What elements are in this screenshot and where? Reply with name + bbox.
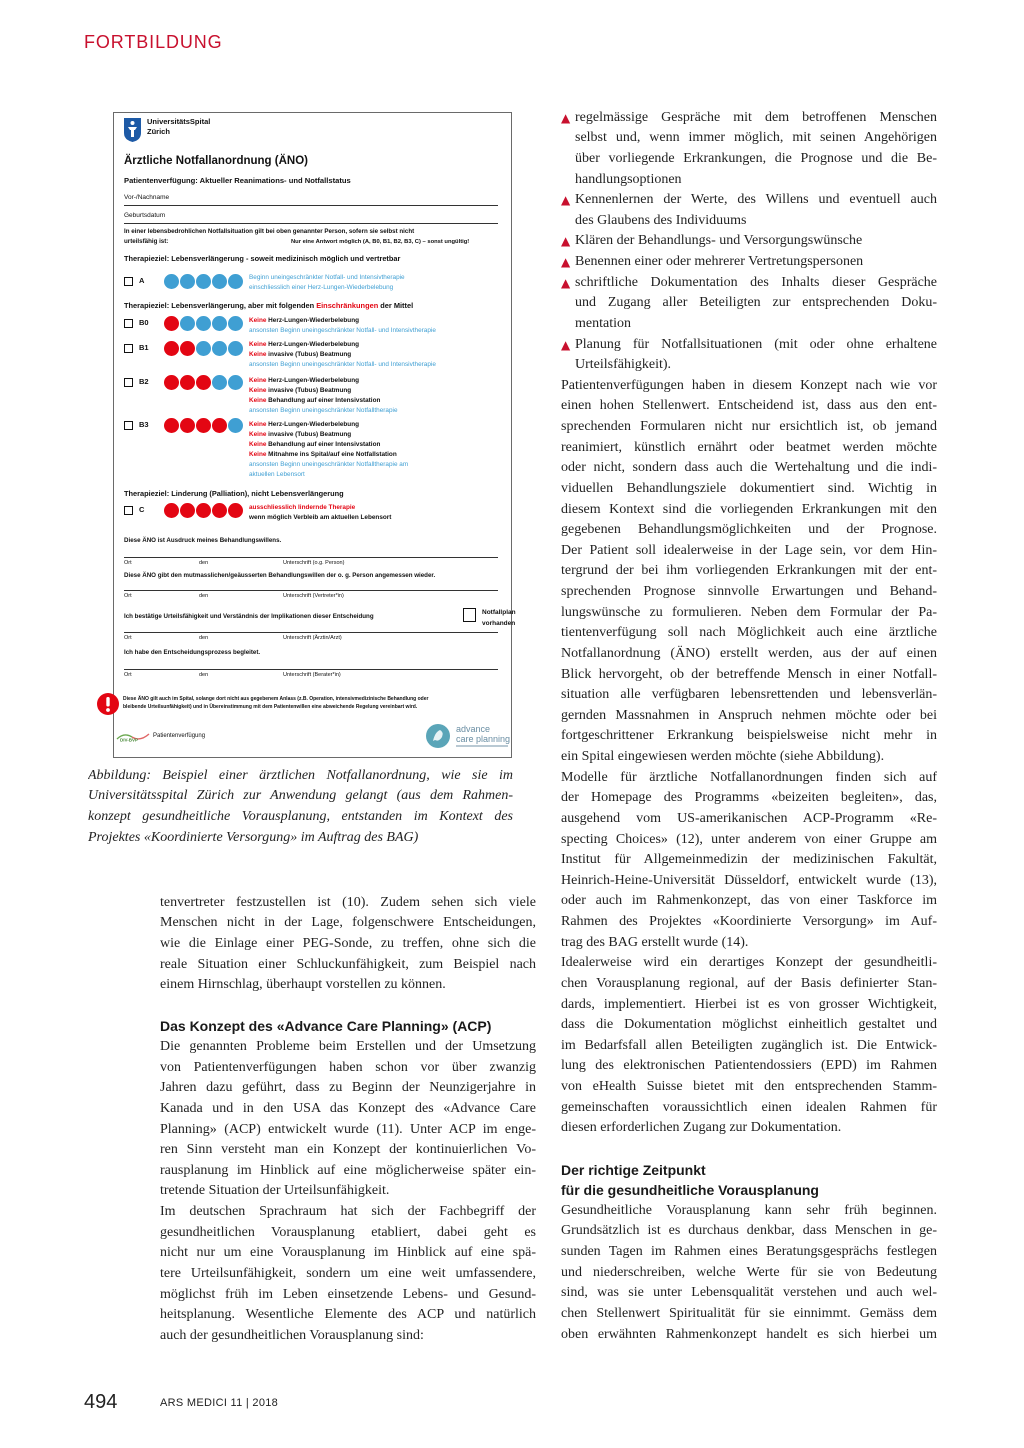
- option-checkbox: [124, 506, 133, 515]
- text-line: Grundsätzlich ist es durchaus denkbar, dass Menschen in ge-: [561, 1223, 937, 1239]
- option-dot-teal: [212, 316, 227, 331]
- option-dot-red: [228, 503, 243, 518]
- text-line: Im deutschen Sprachraum hat sich der Fachbegriff der: [160, 1204, 536, 1220]
- option-keine-label: Keine: [249, 387, 267, 394]
- section-heading: [160, 1016, 536, 1037]
- bullet-text: selbst und, wenn immer möglich, mit seinen Angehörigen: [575, 130, 937, 146]
- option-dot-teal: [196, 341, 211, 356]
- section-heading-line: Das Konzept des «Advance Care Planning» (ACP): [160, 1018, 492, 1035]
- signature-name-label: Unterschrift (o.g. Person): [283, 560, 345, 566]
- option-description-text: Mitnahme ins Spital/auf eine Notfallstation: [266, 451, 397, 458]
- caption-line: konzept gesundheitliche Vorausplanung, entstanden im Kontext des: [88, 808, 513, 824]
- text-line: reanimiert, künstlich ernährt oder beatmet werden möchte: [561, 439, 937, 455]
- page-number: 494: [84, 1391, 118, 1413]
- text-line: von eHealth Suisse bietet mit den entsprechenden Stamm-: [561, 1079, 937, 1095]
- goal-heading-prolongation: Therapieziel: Lebensverlängerung - soweit medizinisch möglich und vertretbar: [124, 254, 401, 263]
- name-field-line: [124, 205, 498, 206]
- bullet-text: Benennen einer oder mehrerer Vertretungspersonen: [575, 254, 864, 270]
- option-description-text: ansonsten Beginn uneingeschränkter Notfall- und Intensivtherapie: [249, 327, 436, 334]
- option-checkbox: [124, 277, 133, 286]
- bullet-line: [561, 335, 937, 356]
- text-line: sprechenden Formularen nicht nur ersichtlich ist, ob jemand: [561, 419, 937, 435]
- signature-date-label: den: [199, 560, 209, 566]
- option-description-text: Herz-Lungen-Wiederbelebung: [266, 317, 360, 324]
- option-description-line: [249, 503, 391, 513]
- acp-logo-fine-print: [456, 745, 508, 747]
- option-description-line: [249, 386, 398, 396]
- signature-line: [124, 669, 498, 670]
- text-line: gemeinschaften voraussichtlich einen idealen Rahmen für: [561, 1099, 937, 1115]
- bullet-line: [561, 170, 937, 191]
- bullet-text: Kennenlernen der Werte, des Willens und eventuell auch: [575, 192, 937, 208]
- option-dot-red: [180, 503, 195, 518]
- option-checkbox: [124, 421, 133, 430]
- option-dot-teal: [164, 274, 179, 289]
- option-description-line: [249, 440, 408, 450]
- text-line: einen hohen Stellenwert. Entscheidend ist, dass aus den ent-: [561, 398, 937, 414]
- option-code: B1: [139, 343, 149, 352]
- text-line: oder auch im Rahmenkonzept, das von einer Taskforce im: [561, 893, 937, 909]
- form-footer-label: Patientenverfügung: [153, 733, 206, 739]
- option-dot-red: [164, 341, 179, 356]
- option-description-line: [249, 360, 436, 370]
- option-dot-red: [164, 503, 179, 518]
- option-keine-label: Keine: [249, 397, 267, 404]
- text-line: sunden Tagen im Rahmen eines Beratungsgesprächs festlegen: [561, 1244, 937, 1260]
- text-line: trag des BAG erstellt wurde (14).: [561, 934, 749, 950]
- option-dot-teal: [212, 375, 227, 390]
- bullet-text: regelmässige Gespräche mit dem betroffenen Menschen: [575, 109, 937, 125]
- option-code: C: [139, 505, 145, 514]
- name-field-label: Vor-/Nachname: [124, 194, 170, 201]
- bullet-text: über vorliegende Erkrankungen, die Prognose und die Be-: [575, 150, 937, 166]
- text-line: einem Hirnschlag, überhaupt vorstellen zu können.: [160, 977, 446, 993]
- text-line: specting Choices» (12), unter anderem von einer Gruppe am: [561, 831, 937, 847]
- bullet-line: [561, 293, 937, 314]
- text-line: gernden Massnahmen in Anspruch nehmen möchte oder bei: [561, 707, 937, 723]
- section-heading-line: für die gesundheitliche Vorausplanung: [561, 1182, 819, 1199]
- bullet-item: [561, 273, 937, 335]
- bullet-line: [561, 231, 937, 252]
- option-keine-label: Keine: [249, 421, 267, 428]
- option-dot-red: [196, 375, 211, 390]
- signature-statement: Diese ÄNO ist Ausdruck meines Behandlungswillens.: [124, 537, 282, 544]
- goal-heading-restricted: [124, 301, 413, 311]
- bullet-triangle-icon: ▲: [561, 110, 571, 125]
- text-line: diesen erforderlichen Zugang zur Dokumentation.: [561, 1120, 842, 1136]
- text-line: im Bedarfsfall allen Beteiligten zugänglich ist. Die Entwick-: [561, 1037, 937, 1053]
- option-description-text: ansonsten Beginn uneingeschränkter Notfall- und Intensivtherapie: [249, 361, 436, 368]
- text-line: Menschen nicht in der Lage, folgenschwere Entscheidungen,: [160, 915, 536, 931]
- text-line: möglichst früh im Leben einsetzende Lebens- und Gesund-: [160, 1286, 536, 1302]
- option-checkbox: [124, 344, 133, 353]
- text-line: oder nicht, sondern dass auch die Wertehaltung und die indi-: [561, 460, 937, 476]
- option-dot-teal: [196, 274, 211, 289]
- bullet-text: des Glaubens des Individuums: [575, 212, 747, 228]
- goal-heading-palliation: Therapieziel: Linderung (Palliation), nicht Lebensverlängerung: [124, 489, 344, 498]
- text-line: gegebenen Behandlungsmöglichkeiten und der Prognose.: [561, 522, 937, 538]
- signature-line: [124, 557, 498, 558]
- option-dot-red: [196, 418, 211, 433]
- text-line: Notfallanordnung (ÄNO) erstellt werden, aus der auf einen: [561, 645, 937, 661]
- signature-place-label: Ort: [124, 593, 132, 599]
- text-line: tergrund der bei ihm vorliegenden Erkrankungen mit der ent-: [561, 563, 937, 579]
- text-line: diesem Kontext sind die vorliegenden Erkrankungen mit den: [561, 501, 937, 517]
- journal-issue: ARS MEDICI 11 | 2018: [160, 1397, 279, 1409]
- bullet-text: Planung für Notfallsituationen (mit oder ohne erhaltene: [575, 336, 937, 352]
- text-line: nicht nur um eine Vorausplanung im Hinblick auf eine spä-: [160, 1245, 536, 1261]
- form-intro-line: In einer lebensbedrohlichen Notfallsituation gilt bei oben genannter Person, sofern sie selbst nicht: [124, 228, 415, 235]
- option-code: B0: [139, 318, 149, 327]
- option-dot-teal: [196, 316, 211, 331]
- bullet-text: schriftliche Dokumentation des Inhalts dieser Gespräche: [575, 274, 937, 290]
- option-dot-teal: [212, 274, 227, 289]
- option-checkbox: [124, 319, 133, 328]
- form-figure: [113, 112, 516, 758]
- option-description-text: aktuellen Lebensort: [249, 471, 305, 478]
- signature-date-label: den: [199, 635, 209, 641]
- bullet-text: Klären der Behandlungs- und Versorgungswünsche: [575, 233, 863, 249]
- text-line: Modelle für ärztliche Notfallanordnungen finden sich auf: [561, 769, 937, 785]
- option-description: [249, 316, 436, 336]
- bullet-item: [561, 190, 937, 231]
- signature-line: [124, 632, 498, 633]
- option-description-line: [249, 513, 391, 523]
- option-description-text: Beginn uneingeschränkter Notfall- und Intensivtherapie: [249, 274, 405, 281]
- goal-text: der Mittel: [378, 301, 414, 310]
- text-line: Idealerweise wird ein derartiges Konzept der gesundheitli-: [561, 955, 937, 971]
- option-dot-red: [212, 503, 227, 518]
- paragraph: [561, 1201, 937, 1345]
- warning-icon: [97, 693, 119, 715]
- signature-place-label: Ort: [124, 672, 132, 678]
- text-line: Rahmen des Projektes «Koordinierte Versorgung» im Auf-: [561, 914, 937, 930]
- hospital-name-line: UniversitätsSpital: [147, 117, 211, 126]
- option-description-text: ansonsten Beginn uneingeschränkter Notfalltherapie: [249, 407, 398, 414]
- paragraph: [160, 1202, 536, 1346]
- option-description-line: [249, 350, 436, 360]
- signature-statement: Ich bestätige Urteilsfähigkeit und Verständnis der Implikationen dieser Entscheidung: [124, 613, 374, 620]
- university-logo: [124, 118, 141, 142]
- option-description-line: [249, 326, 436, 336]
- option-description-text: invasive (Tubus) Beatmung: [266, 387, 352, 394]
- option-description-line: [249, 396, 398, 406]
- text-line: und niederschreiben, welche Werte für sie von Bedeutung: [561, 1264, 937, 1280]
- text-line: Patientenverfügungen haben in diesem Konzept nach wie vor: [561, 377, 937, 393]
- text-line: fortgeschrittener Erkrankung beispielsweise nicht mehr in: [561, 728, 937, 744]
- option-dot-red: [212, 418, 227, 433]
- bullet-text: Urteilsfähigkeit).: [575, 357, 672, 373]
- text-line: lung des elektronischen Patientendossiers (EPD) im Rahmen: [561, 1058, 937, 1074]
- right-column: [561, 108, 937, 1346]
- signature-name-label: Unterschrift (Vertreter*in): [283, 593, 344, 599]
- option-dot-red: [164, 418, 179, 433]
- acp-logo-line: care planning: [456, 734, 511, 744]
- bullet-text: handlungsoptionen: [575, 171, 682, 187]
- text-line: Blick hervorgeht, ob der betreffende Mensch in einer Notfall-: [561, 666, 937, 682]
- text-line: Die genannten Probleme beim Erstellen und der Umsetzung: [160, 1039, 536, 1055]
- option-description: [249, 420, 408, 480]
- text-line: auch der gesundheitlichen Vorausplanung sind:: [160, 1327, 424, 1343]
- text-line: oben erwähnten Rahmenkonzept handelt es sich hierbei um: [561, 1326, 937, 1342]
- bullet-list: [561, 108, 937, 376]
- text-line: gesundheitlichen Vorausplanung etabliert, dabei geht es: [160, 1224, 536, 1240]
- emergency-plan-label-line: vorhanden: [482, 620, 516, 627]
- paragraph: [561, 376, 937, 768]
- signature-date-label: den: [199, 672, 209, 678]
- text-line: Planning» (ACP) entwickelt wurde (11). Unter ACP im enge-: [160, 1121, 536, 1137]
- section-header: FORTBILDUNG: [84, 32, 223, 52]
- bullet-text: mentation: [575, 315, 631, 331]
- option-description-text: wenn möglich Verbleib am aktuellen Lebensort: [249, 514, 392, 521]
- option-dot-red: [180, 418, 195, 433]
- option-dot-teal: [228, 341, 243, 356]
- div-bvp-logo: [116, 730, 150, 742]
- paragraph: [160, 1037, 536, 1202]
- bullet-triangle-icon: ▲: [561, 234, 571, 249]
- birthdate-field-label: Geburtsdatum: [124, 212, 166, 219]
- signature-statement: Ich habe den Entscheidungsprozess begleitet.: [124, 649, 261, 656]
- option-description: [249, 376, 398, 416]
- option-description-text: invasive (Tubus) Beatmung: [266, 351, 352, 358]
- text-line: reale Situation einer Schluckunfähigkeit, zum Beispiel nach: [160, 956, 536, 972]
- signature-line: [124, 590, 498, 591]
- text-line: tenvertreter festzustellen ist (10). Zudem sehen sich viele: [160, 894, 536, 910]
- form-subtitle: Patientenverfügung: Aktueller Reanimations- und Notfallstatus: [124, 176, 351, 185]
- option-description: [249, 273, 405, 293]
- text-line: chen Vorausplanung regional, auf der Basis definierter Stan-: [561, 975, 937, 991]
- option-code: B3: [139, 420, 149, 429]
- acp-logo-icon: [426, 724, 450, 748]
- option-description-line: [249, 376, 398, 386]
- text-line: sind, was sie unter Lebensqualität verstehen und auch wel-: [561, 1285, 937, 1301]
- left-column: [160, 893, 536, 1347]
- section-heading-line: Der richtige Zeitpunkt: [561, 1161, 706, 1178]
- option-keine-label: Keine: [249, 441, 267, 448]
- goal-emphasis: Einschränkungen: [316, 301, 379, 310]
- paragraph: [561, 953, 937, 1139]
- option-description: [249, 340, 436, 370]
- form-intro-note: Nur eine Antwort möglich (A, B0, B1, B2, B3, C) – sonst ungültig!: [291, 239, 470, 245]
- text-line: von Patientenverfügungen haben schon vor über zwanzig: [160, 1059, 536, 1075]
- signature-statement: Diese ÄNO gibt den mutmasslichen/geäusserten Behandlungswillen der o. g. Person angemessen wieder.: [124, 572, 436, 579]
- hospital-name-line: Zürich: [147, 127, 170, 136]
- bullet-line: [561, 190, 937, 211]
- option-description-line: [249, 273, 405, 283]
- signature-name-label: Unterschrift (Berater*in): [283, 672, 341, 678]
- text-line: viduellen Behandlungsziele dokumentiert sind. Wichtig in: [561, 480, 937, 496]
- bullet-line: [561, 128, 937, 149]
- bullet-item: [561, 252, 937, 273]
- hospital-name: [147, 117, 210, 137]
- bullet-line: [561, 273, 937, 294]
- bullet-line: [561, 252, 937, 273]
- bullet-line: [561, 211, 937, 232]
- text-line: ausgehend vom US-amerikanischen ACP-Programm «Re-: [561, 810, 937, 826]
- goal-text: Therapieziel: Lebensverlängerung, aber mit folgenden: [124, 301, 317, 310]
- option-description-line: [249, 316, 436, 326]
- option-dot-teal: [228, 418, 243, 433]
- option-keine-label: Keine: [249, 317, 267, 324]
- option-description-text: invasive (Tubus) Beatmung: [266, 431, 352, 438]
- option-description-line: [249, 283, 405, 293]
- option-description-text: ausschliesslich lindernde Therapie: [249, 504, 356, 511]
- emergency-plan-label: [482, 607, 516, 629]
- bullet-line: [561, 314, 937, 335]
- option-dot-red: [180, 341, 195, 356]
- text-line: tere Urteilsunfähigkeit, sondern um eine weit umfassendere,: [160, 1265, 536, 1281]
- text-line: Kanada und in den USA das Konzept des «Advance Care: [160, 1100, 536, 1116]
- bullet-line: [561, 108, 937, 129]
- text-line: dass die Dokumentation möglichst einheitlich gestaltet und: [561, 1017, 937, 1033]
- text-line: Heinrich-Heine-Universität Düsseldorf, entwickelt wurde (13),: [561, 872, 937, 888]
- birthdate-field-line: [124, 223, 498, 224]
- option-checkbox: [124, 378, 133, 387]
- option-code: A: [139, 276, 145, 285]
- text-line: Jahren dazu geführt, dass zu Beginn der Neunzigerjahre in: [160, 1080, 536, 1096]
- div-bvp-logo-text: DIV-BVP: [120, 737, 139, 742]
- option-dot-teal: [228, 316, 243, 331]
- bullet-line: [561, 149, 937, 170]
- option-description-line: [249, 470, 408, 480]
- option-description-text: Herz-Lungen-Wiederbelebung: [266, 377, 360, 384]
- paragraph: [561, 768, 937, 954]
- caption-line: Projektes «Koordinierte Versorgung» im Auftrag des BAG): [88, 829, 419, 845]
- option-description-text: Herz-Lungen-Wiederbelebung: [266, 421, 360, 428]
- option-description: [249, 503, 391, 523]
- text-line: situation alle verfügbaren lebensrettenden und lebensverlän-: [561, 687, 937, 703]
- caption-line: Universitätsspital Zürich zur Anwendung gelangt (aus dem Rahmen-: [88, 788, 513, 804]
- text-line: lungswünsche zu formulieren. Neben dem Formular der Pa-: [561, 604, 937, 620]
- text-line: Institut für Allgemeinmedizin der medizinischen Fakultät,: [561, 852, 937, 868]
- bullet-triangle-icon: ▲: [561, 193, 571, 208]
- option-keine-label: Keine: [249, 341, 267, 348]
- warning-text-line: bleibende Urteilsunfähigkeit) und in Übereinstimmung mit dem Patientenwillen eine abweichende Regelung vereinbart wird.: [123, 704, 418, 710]
- text-line: tientenverfügung soll nach Möglichkeit auch eine ärztliche: [561, 625, 937, 641]
- option-dot-teal: [180, 274, 195, 289]
- option-description-line: [249, 450, 408, 460]
- signature-name-label: Unterschrift (Ärztin/Arzt): [283, 635, 342, 641]
- option-description-text: ansonsten Beginn uneingeschränkter Notfalltherapie am: [249, 461, 409, 468]
- text-line: Der Patient soll idealerweise in der Lage sein, vor dem Hin-: [561, 542, 937, 558]
- option-description-line: [249, 430, 408, 440]
- section-heading: [561, 1160, 937, 1201]
- text-line: Gesundheitliche Vorausplanung kann sehr früh beginnen.: [561, 1202, 937, 1218]
- text-line: ren Sinn versteht man ein Konzept der kontinuierlichen Vo-: [160, 1142, 536, 1158]
- warning-text-line: Diese ÄNO gilt auch im Spital, solange dort nicht aus gegebenem Anlass (z.B. Operation, intensivmedizinische Behandlung oder: [123, 696, 429, 702]
- option-description-line: [249, 340, 436, 350]
- caption-line: Abbildung: Beispiel einer ärztlichen Notfallanordnung, wie sie im: [88, 767, 513, 783]
- option-code: B2: [139, 377, 149, 386]
- text-line: rausplanung im Hinblick auf eine möglicherweise später ein-: [160, 1162, 536, 1178]
- option-dot-teal: [228, 274, 243, 289]
- paragraph: [160, 893, 536, 996]
- option-dot-red: [196, 503, 211, 518]
- signature-place-label: Ort: [124, 560, 132, 566]
- text-line: ein Spital eingewiesen werden möchte (siehe Abbildung).: [561, 749, 885, 765]
- option-description-line: [249, 460, 408, 470]
- text-line: sprechenden Prognose sinnvolle Erwartungen und Behand-: [561, 584, 937, 600]
- option-description-text: Herz-Lungen-Wiederbelebung: [266, 341, 360, 348]
- text-line: der Homepage des Programms «beizeiten begleiten», das,: [561, 790, 937, 806]
- emergency-plan-checkbox: [463, 608, 476, 622]
- text-line: tretende Situation der Urteilsunfähigkeit.: [160, 1183, 390, 1199]
- form-title: Ärztliche Notfallanordnung (ÄNO): [124, 155, 308, 167]
- bullet-line: [561, 355, 937, 376]
- option-dot-teal: [228, 375, 243, 390]
- option-dot-teal: [212, 341, 227, 356]
- text-line: chen Stellenwert Spiritualität für sie einnimmt. Gemäss dem: [561, 1305, 937, 1321]
- warning-text: [123, 695, 428, 711]
- acp-logo-line: advance: [456, 724, 491, 734]
- text-line: wie die Einlage einer PEG-Sonde, zu treffen, ohne sich die: [160, 935, 536, 951]
- option-description-line: [249, 406, 398, 416]
- option-dot-red: [180, 375, 195, 390]
- option-description-line: [249, 420, 408, 430]
- option-dot-red: [164, 316, 179, 331]
- acp-logo-text: [456, 724, 510, 744]
- signature-place-label: Ort: [124, 635, 132, 641]
- bullet-item: [561, 231, 937, 252]
- text-line: heitsplanung. Wesentliche Elemente des ACP und natürlich: [160, 1307, 536, 1323]
- text-line: dards, implementiert. Hierbei ist es von grosser Wichtigkeit,: [561, 996, 937, 1012]
- option-description-text: Behandlung auf einer Intensivstation: [266, 397, 381, 404]
- option-dot-teal: [180, 316, 195, 331]
- bullet-item: [561, 335, 937, 376]
- option-keine-label: Keine: [249, 377, 267, 384]
- option-description-text: einschliesslich einer Herz-Lungen-Wiederbelebung: [249, 284, 394, 291]
- bullet-triangle-icon: ▲: [561, 255, 571, 270]
- option-description-text: Behandlung auf einer Intensivstation: [266, 441, 381, 448]
- option-dot-red: [164, 375, 179, 390]
- figure-caption: [88, 766, 513, 849]
- bullet-item: [561, 108, 937, 191]
- form-intro-line: urteilsfähig ist:: [124, 238, 169, 245]
- option-keine-label: Keine: [249, 451, 267, 458]
- signature-date-label: den: [199, 593, 209, 599]
- bullet-text: und Zugang aller Beteiligten zur entsprechenden Doku-: [575, 295, 937, 311]
- emergency-plan-label-line: Notfallplan: [482, 609, 516, 616]
- bullet-triangle-icon: ▲: [561, 275, 571, 290]
- bullet-triangle-icon: ▲: [561, 337, 571, 352]
- option-keine-label: Keine: [249, 431, 267, 438]
- option-keine-label: Keine: [249, 351, 267, 358]
